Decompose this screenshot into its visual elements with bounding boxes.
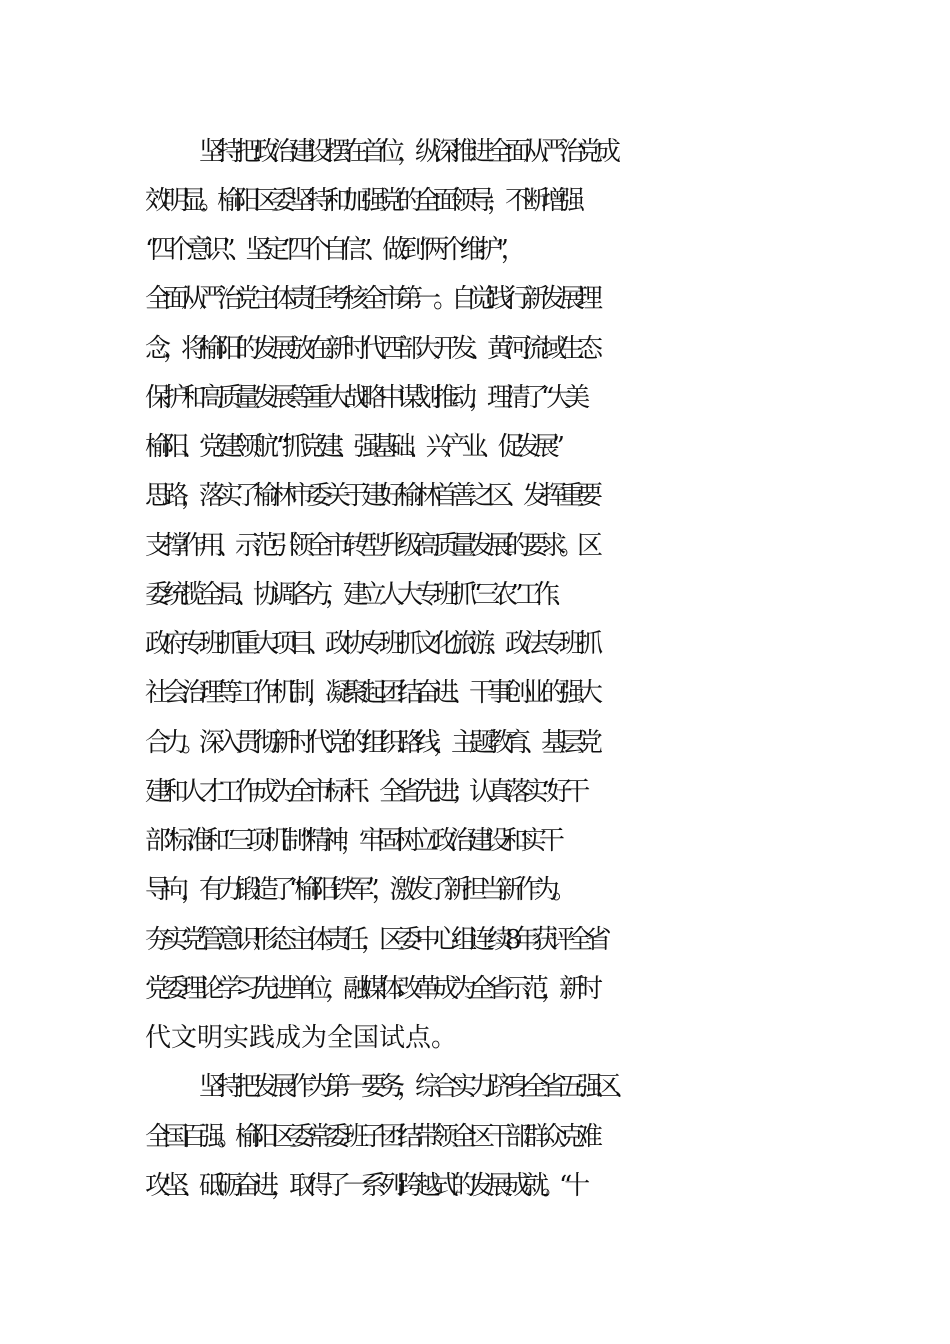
paragraph-1-line-18: 党委理论学习先进单位，融媒体改革成为全省示范，新时 [145, 974, 596, 1004]
paragraph-1-line-6: 保护和高质量发展等重大战略中谋划推动，理清了“大美 [145, 383, 583, 413]
paragraph-1-line-14: 建和人才工作成为全市标杆、全省先进；认真落实“好干 [145, 777, 583, 807]
paragraph-1-line-4: 全面从严治党主体责任考核全市第一。自觉践行新发展理 [145, 284, 596, 314]
paragraph-1-line-9: 支撑作用、示范引领全市转型升级高质量发展的要求。区 [145, 531, 596, 561]
paragraph-1-line-15: 部”标准和“三项机制”精神，牢固树立政治建设和实干 [145, 826, 557, 856]
paragraph-1-line-8: 思路，落实了榆林市委关于建好榆林首善之区、发挥重要 [145, 481, 596, 511]
paragraph-1-line-1: 坚持把政治建设摆在首位，纵深推进全面从严治党成 [199, 137, 614, 167]
paragraph-1-line-12: 社会治理等工作机制，凝聚起团结奋进、干事创业的强大 [145, 678, 596, 708]
paragraph-2-line-2: 全国百强。榆阳区委常委班子团结带领全区干部群众克难 [145, 1122, 596, 1152]
paragraph-1-line-19: 代文明实践成为全国试点。 [145, 1023, 458, 1053]
paragraph-2-line-1: 坚持把发展作为第一要务，综合实力跻身全省五强区、 [199, 1072, 632, 1102]
paragraph-1-line-3: “四个意识”、坚定“四个自信”、做到“两个维护”， [145, 235, 519, 265]
paragraph-1-line-10: 委统揽全局、协调各方，建立人大专班抓“三农”工作、 [145, 580, 570, 610]
paragraph-1-line-17: 夯实党管意识形态主体责任，区委中心组连续8年获评全省 [145, 925, 604, 955]
paragraph-1-line-5: 念，将榆阳的发展放在新时代西部大开发、黄河流域生态 [145, 334, 596, 364]
paragraph-1-line-13: 合力。深入贯彻新时代党的组织路线，主题教育、基层党 [145, 728, 596, 758]
paragraph-1-line-11: 政府专班抓重大项目、政协专班抓文化旅游、政法专班抓 [145, 629, 596, 659]
paragraph-1-line-16: 导向，有力锻造了“榆阳铁军”，激发了新担当新作为。 [145, 875, 570, 905]
paragraph-1-line-2: 效明显。榆阳区委坚持和加强党的全面领导，不断增强 [145, 186, 578, 216]
paragraph-2-line-3: 攻坚、砥砺奋进，取得了一系列跨越式的发展成就。“十 [145, 1171, 583, 1201]
paragraph-1-line-7: 榆阳、党建领航”“抓党建、强基础、兴产业、促发展” [145, 432, 557, 462]
